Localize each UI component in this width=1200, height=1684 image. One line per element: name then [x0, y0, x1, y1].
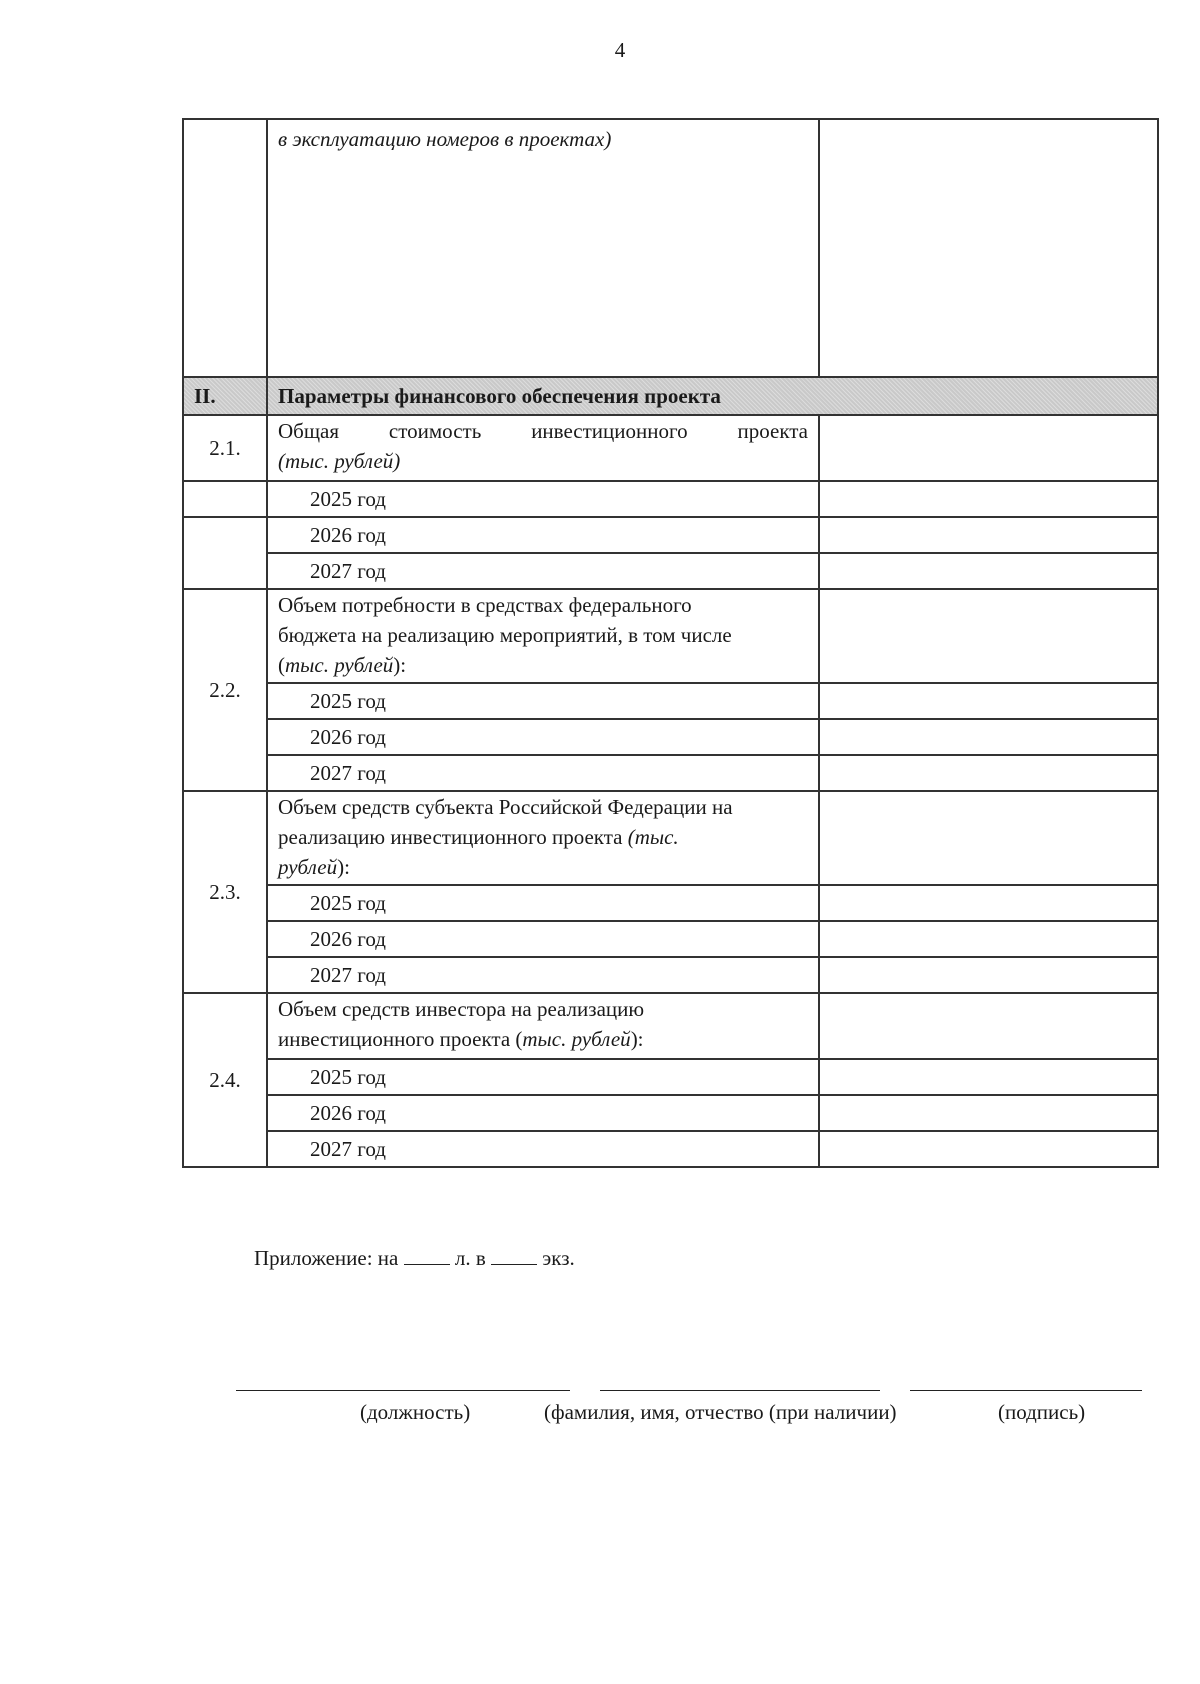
section-title: Параметры финансового обеспечения проекта	[267, 377, 1158, 415]
year-label: 2025 год	[267, 481, 819, 517]
table-row	[183, 719, 1158, 755]
position-signature-line[interactable]	[236, 1390, 570, 1391]
section-number: II.	[183, 377, 267, 415]
copies-blank[interactable]	[491, 1246, 537, 1265]
year-label: 2026 год	[267, 719, 819, 755]
item-label: Объем средств субъекта Российской Федерации на реализацию инвестиционного проекта (тыс. рублей):	[267, 791, 819, 885]
item-label-line: Общая стоимость инвестиционного проекта	[278, 419, 808, 443]
unit-label: тыс. рублей	[285, 653, 394, 677]
item-number: 2.3.	[183, 791, 267, 993]
item-number: 2.4.	[183, 993, 267, 1167]
value-cell[interactable]	[819, 921, 1158, 957]
empty-number-cell	[183, 481, 267, 517]
table-row	[183, 481, 1158, 517]
value-cell[interactable]	[819, 1095, 1158, 1131]
value-cell[interactable]	[819, 791, 1158, 885]
value-cell[interactable]	[819, 993, 1158, 1059]
item-label: Объем средств инвестора на реализацию инвестиционного проекта (тыс. рублей):	[267, 993, 819, 1059]
year-label: 2027 год	[267, 1131, 819, 1167]
item-label: Объем потребности в средствах федерального бюджета на реализацию мероприятий, в том числе (тыс. рублей):	[267, 589, 819, 683]
item-number: 2.1.	[183, 415, 267, 481]
page-number: 4	[614, 38, 626, 62]
table-row	[183, 1131, 1158, 1167]
year-label: 2027 год	[267, 957, 819, 993]
table-row	[183, 1095, 1158, 1131]
table-row	[183, 755, 1158, 791]
empty-number-cell	[183, 517, 267, 589]
section-header-row	[183, 377, 1158, 415]
value-cell[interactable]	[819, 517, 1158, 553]
value-cell[interactable]	[819, 1059, 1158, 1095]
table-row	[183, 885, 1158, 921]
table-row	[183, 589, 1158, 683]
financing-form-table	[182, 118, 1159, 1168]
year-label: 2025 год	[267, 683, 819, 719]
year-label: 2026 год	[267, 1095, 819, 1131]
year-label: 2027 год	[267, 553, 819, 589]
value-cell[interactable]	[819, 415, 1158, 481]
value-cell[interactable]	[819, 119, 1158, 377]
sign-signature-line[interactable]	[910, 1390, 1142, 1391]
empty-number-cell	[183, 119, 267, 377]
table-row	[183, 921, 1158, 957]
value-cell[interactable]	[819, 553, 1158, 589]
year-label: 2025 год	[267, 1059, 819, 1095]
value-cell[interactable]	[819, 957, 1158, 993]
table-row	[183, 119, 1158, 377]
value-cell[interactable]	[819, 885, 1158, 921]
appendix-line: Приложение: на л. в экз.	[254, 1246, 575, 1270]
table-row	[183, 791, 1158, 885]
value-cell[interactable]	[819, 719, 1158, 755]
sheets-blank[interactable]	[404, 1246, 450, 1265]
value-cell[interactable]	[819, 481, 1158, 517]
sign-caption: (подпись)	[998, 1400, 1086, 1424]
table-row	[183, 957, 1158, 993]
name-caption: (фамилия, имя, отчество (при наличии)	[544, 1400, 897, 1424]
value-cell[interactable]	[819, 1131, 1158, 1167]
year-label: 2025 год	[267, 885, 819, 921]
table-row	[183, 553, 1158, 589]
table-row	[183, 683, 1158, 719]
year-label: 2026 год	[267, 921, 819, 957]
table-row	[183, 415, 1158, 481]
table-row	[183, 1059, 1158, 1095]
unit-label: (тыс. рублей)	[278, 449, 401, 473]
table-row	[183, 517, 1158, 553]
item-label	[267, 415, 819, 481]
value-cell[interactable]	[819, 755, 1158, 791]
continuation-text: в эксплуатацию номеров в проектах)	[267, 119, 819, 377]
year-label: 2027 год	[267, 755, 819, 791]
table-row	[183, 993, 1158, 1059]
value-cell[interactable]	[819, 589, 1158, 683]
year-label: 2026 год	[267, 517, 819, 553]
item-number: 2.2.	[183, 589, 267, 791]
value-cell[interactable]	[819, 683, 1158, 719]
name-signature-line[interactable]	[600, 1390, 880, 1391]
position-caption: (должность)	[360, 1400, 471, 1424]
